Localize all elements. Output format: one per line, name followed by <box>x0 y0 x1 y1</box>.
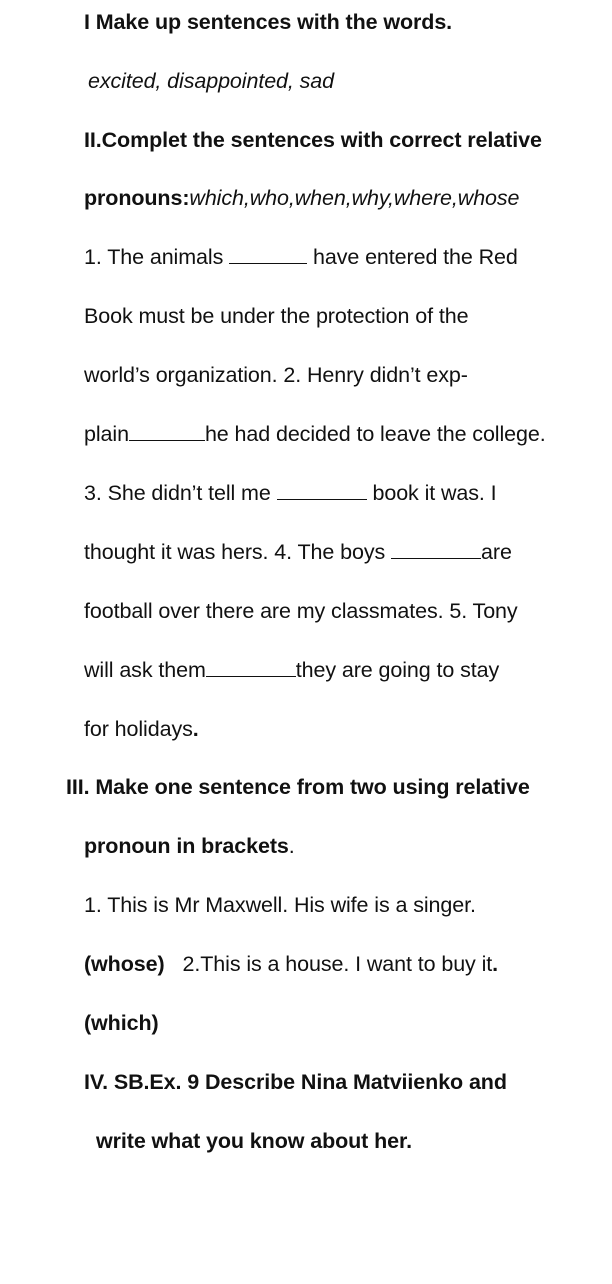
section3-heading-line2 <box>84 832 295 860</box>
section3-item-1: 1. This is Mr Maxwell. His wife is a singer. <box>84 893 476 917</box>
exercise-text: world’s organization. 2. Henry didn’t exp- <box>84 363 468 387</box>
exercise-text: will ask them <box>84 658 206 682</box>
exercise-line <box>84 656 499 684</box>
section3-item-line <box>84 950 498 978</box>
section4-heading-line2: write what you know about her. <box>96 1129 412 1153</box>
exercise-text: plain <box>84 422 129 446</box>
exercise-text: they are going to stay <box>295 658 500 682</box>
answer-blank-4[interactable] <box>391 540 481 559</box>
exercise-line <box>84 715 199 743</box>
exercise-text: 3. She didn’t tell me <box>84 481 277 505</box>
exercise-line <box>84 479 497 507</box>
section1-heading: I Make up sentences with the words. <box>84 10 453 34</box>
answer-blank-2[interactable] <box>129 422 205 441</box>
exercise-text: football over there are my classmates. 5. Tony <box>84 599 518 623</box>
section2-heading-pronouns-label: pronouns: <box>84 186 190 210</box>
section3-heading-line1: III. Make one sentence from two using relative <box>66 775 530 799</box>
section4-heading-line1: IV. SB.Ex. 9 Describe Nina Matviienko and <box>84 1070 507 1094</box>
section3-item-2: 2.This is a house. I want to buy it <box>182 952 493 976</box>
answer-blank-1[interactable] <box>229 245 307 264</box>
exercise-text: book it was. I <box>366 481 497 505</box>
exercise-text: . <box>192 717 199 741</box>
section2-pronoun-list: which,who,when,why,where,whose <box>189 186 520 210</box>
exercise-text: he had decided to leave the college. <box>204 422 546 446</box>
answer-blank-5[interactable] <box>206 658 296 677</box>
section2-heading-line1: II.Complet the sentences with correct relative <box>84 128 542 152</box>
exercise-text: have entered the Red <box>307 245 518 269</box>
exercise-line <box>84 361 468 389</box>
exercise-text: for holidays <box>84 717 193 741</box>
section2-heading-line2 <box>84 184 519 212</box>
section3-item-2-period: . <box>492 952 499 976</box>
hint-whose: (whose) <box>84 952 165 976</box>
exercise-line <box>84 538 512 566</box>
exercise-line <box>84 420 546 448</box>
answer-blank-3[interactable] <box>277 481 367 500</box>
exercise-line <box>84 597 518 625</box>
exercise-text: 1. The animals <box>84 245 230 269</box>
section3-heading-period: . <box>288 834 295 858</box>
exercise-text: Book must be under the protection of the <box>84 304 469 328</box>
exercise-line <box>84 243 518 271</box>
section1-words: excited, disappointed, sad <box>88 69 335 93</box>
section3-heading-text: pronoun in brackets <box>84 834 289 858</box>
exercise-text: are <box>481 540 512 564</box>
exercise-line <box>84 302 468 330</box>
hint-which: (which) <box>84 1011 159 1035</box>
exercise-text: thought it was hers. 4. The boys <box>84 540 392 564</box>
